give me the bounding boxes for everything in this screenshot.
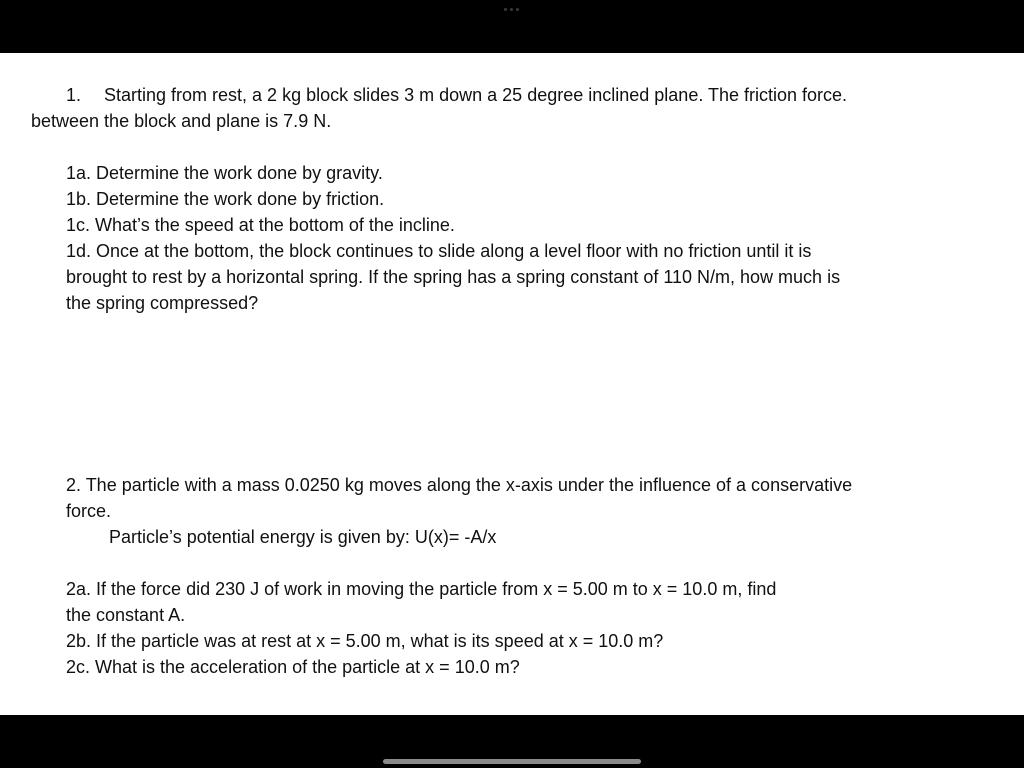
top-black-bar xyxy=(0,0,1024,53)
problem-1-line-2: between the block and plane is 7.9 N. xyxy=(31,111,332,131)
problem-2-line-1: 2. The particle with a mass 0.0250 kg moves along the x-axis under the influence of a conservative xyxy=(66,475,853,495)
problem-2a-line-1: 2a. If the force did 230 J of work in moving the particle from x = 5.00 m to x = 10.0 m, find xyxy=(66,579,777,599)
problem-2c: 2c. What is the acceleration of the particle at x = 10.0 m? xyxy=(66,657,520,677)
problem-1b: 1b. Determine the work done by friction. xyxy=(66,189,385,209)
problem-2-line-2: force. xyxy=(66,501,112,521)
problem-1a: 1a. Determine the work done by gravity. xyxy=(66,163,383,183)
problem-1-number: 1. xyxy=(66,85,82,105)
problem-1d-line-2: brought to rest by a horizontal spring. If the spring has a spring constant of 110 N/m, how much is xyxy=(66,267,841,287)
problem-1-line-1 xyxy=(66,84,847,106)
problem-1d-line-1: 1d. Once at the bottom, the block continues to slide along a level floor with no friction until it is xyxy=(66,241,812,261)
multitasking-dots-icon[interactable] xyxy=(504,8,519,11)
problem-2a-line-2: the constant A. xyxy=(66,605,186,625)
problem-2-potential: Particle’s potential energy is given by: U(x)= -A/x xyxy=(109,527,497,547)
problem-1d-line-3: the spring compressed? xyxy=(66,293,259,313)
problem-2b: 2b. If the particle was at rest at x = 5.00 m, what is its speed at x = 10.0 m? xyxy=(66,631,664,651)
problem-1c: 1c. What’s the speed at the bottom of the incline. xyxy=(66,215,455,235)
problem-1-statement: Starting from rest, a 2 kg block slides 3 m down a 25 degree inclined plane. The friction force. xyxy=(104,85,848,105)
home-indicator[interactable] xyxy=(383,759,641,764)
